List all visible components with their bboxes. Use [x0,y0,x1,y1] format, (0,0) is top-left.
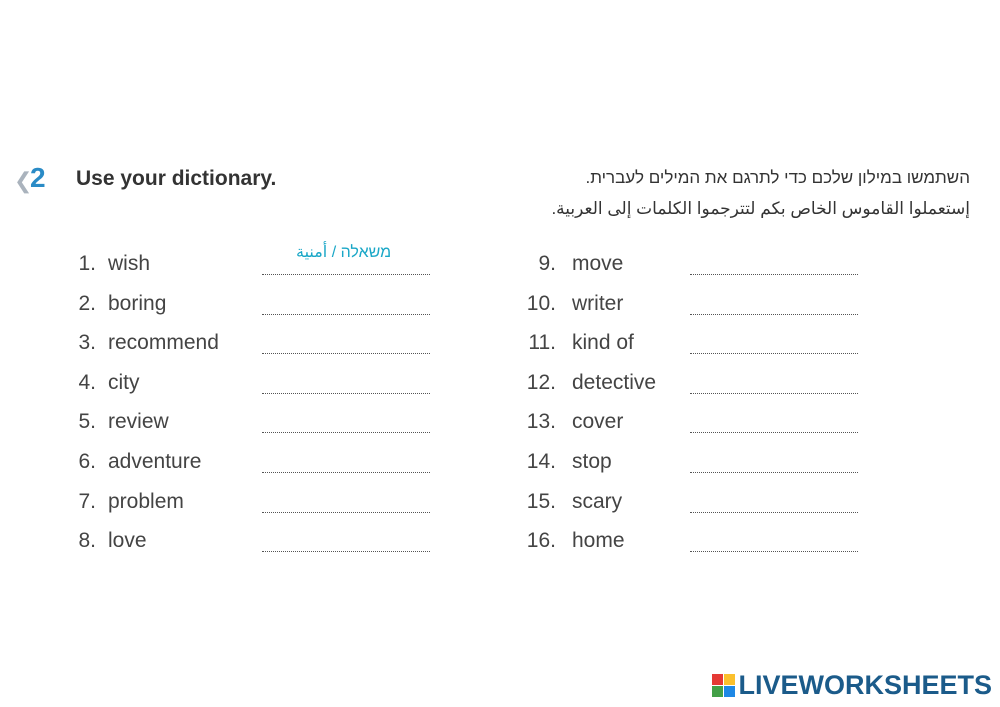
item-number: 16. [526,529,556,553]
item-word: writer [572,291,624,315]
item-number: 9. [538,252,556,275]
answer-field[interactable] [690,472,858,473]
item-number: 4. [78,370,96,394]
item-word: adventure [108,450,202,473]
instruction-hebrew: השתמשו במילון שלכם כדי לתרגם את המילים לעברית. [585,168,970,187]
item-number: 3. [78,331,96,355]
item-word: scary [572,489,623,513]
item-number: 11. [528,331,556,355]
item-word: stop [572,450,612,473]
item-number: 13. [526,410,556,434]
item-word: city [108,370,140,394]
item-word: problem [108,489,184,513]
exercise-chevron-icon: ❮ [14,168,33,193]
item-word: recommend [108,331,219,355]
item-word: kind of [572,331,634,355]
item-number: 12. [526,370,556,394]
exercise-title: Use your dictionary. [76,167,277,190]
logo-text: LIVEWORKSHEETS [738,670,992,700]
item-number: 2. [78,291,96,315]
item-number: 5. [78,410,96,434]
liveworksheets-logo [712,670,992,701]
item-word: cover [572,410,624,434]
item-word: review [108,410,169,434]
item-word: love [108,529,147,553]
list-item [0,252,1000,282]
item-number: 15. [526,489,556,513]
item-number: 1. [78,252,96,275]
exercise-number: 2 [30,162,46,193]
list-item [0,490,1000,520]
answer-field[interactable] [690,432,858,433]
list-item [0,292,1000,322]
list-item [0,450,1000,480]
list-item [0,529,1000,559]
answer-text: משאלה / أمنية [296,244,392,261]
item-word: boring [108,291,167,315]
list-item [0,331,1000,361]
item-word: detective [572,370,657,394]
answer-field[interactable] [690,512,858,513]
instruction-arabic: إستعملوا القاموس الخاص بكم لتترجموا الكلمات إلى العربية. [551,199,970,218]
item-number: 14. [526,450,556,473]
list-item [0,410,1000,440]
list-item [0,371,1000,401]
item-number: 7. [78,489,96,513]
item-word: wish [108,252,151,275]
item-number: 10. [526,291,556,315]
answer-field[interactable] [690,551,858,552]
item-number: 8. [78,529,96,553]
answer-field[interactable] [690,393,858,394]
logo-squares-icon [712,674,735,697]
item-number: 6. [78,450,96,473]
item-word: home [572,529,625,553]
item-word: move [572,252,624,275]
answer-field[interactable] [690,314,858,315]
answer-field[interactable] [690,274,858,275]
answer-field[interactable] [690,353,858,354]
